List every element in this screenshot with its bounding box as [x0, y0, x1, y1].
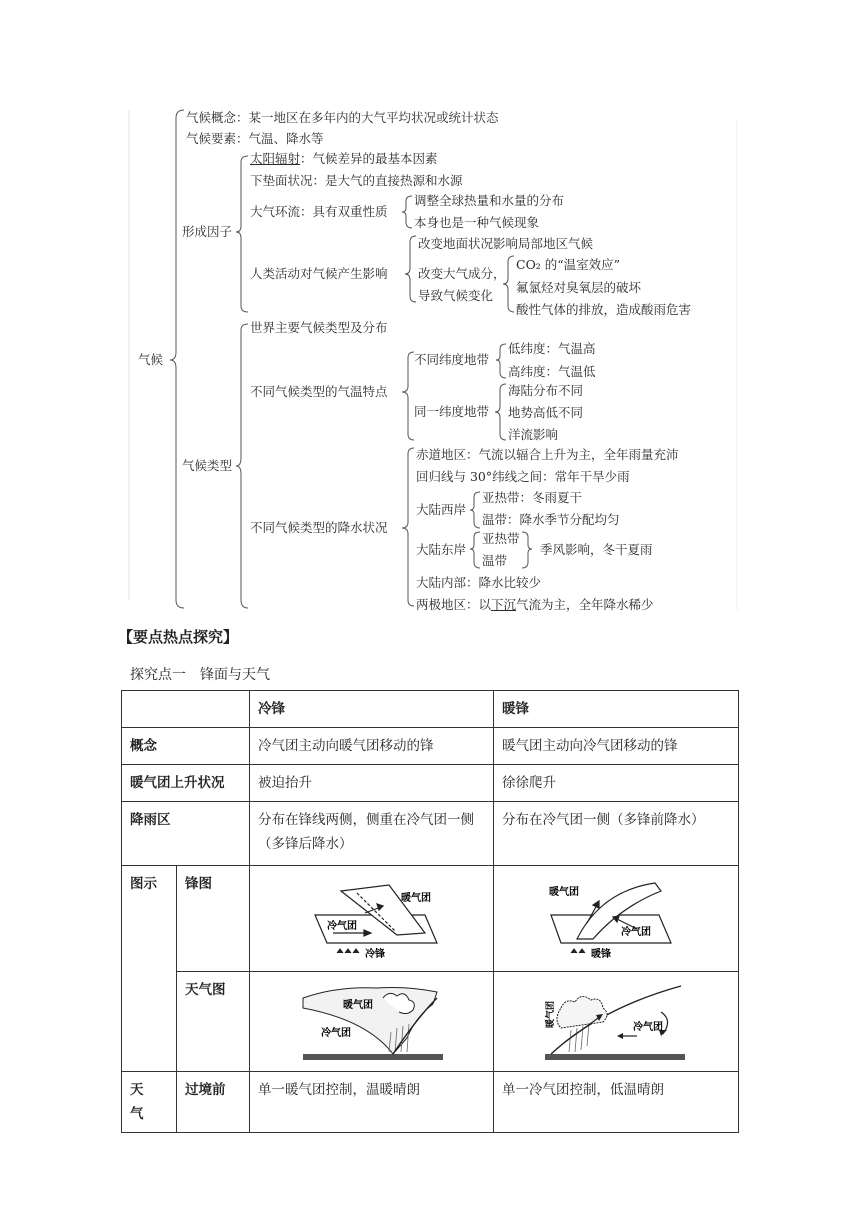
warm-front-weather-diagram [541, 978, 691, 1066]
types-world: 世界主要气候类型及分布 [250, 320, 388, 335]
precip-west-coast: 大陆西岸 [416, 502, 467, 517]
same-latitude-item: 海陆分布不同 [508, 383, 584, 398]
cold-front-diagram-cell [250, 866, 494, 972]
human-item: 导致气候变化 [418, 288, 494, 303]
same-latitude: 同一纬度地带 [414, 404, 490, 419]
table-row [122, 728, 739, 765]
polar-text-underline: 下沉 [491, 597, 517, 612]
diagram-cold-front-label: 冷锋 [364, 948, 385, 960]
warm-concept: 暖气团主动向冷气团移动的锋 [494, 728, 739, 765]
solar-label: 太阳辐射 [250, 151, 301, 166]
same-latitude-item: 洋流影响 [508, 427, 559, 442]
solar-rest: ：气候差异的最基本因素 [300, 151, 438, 166]
east-coast-item: 亚热带 [482, 531, 520, 546]
row-label-before: 过境前 [177, 1072, 250, 1133]
row-label-diagram: 图示 [122, 866, 177, 1072]
precip-polar [416, 597, 654, 613]
front-comparison-table [121, 690, 738, 1122]
precip-east-coast: 大陆东岸 [416, 542, 467, 557]
human-item: 改变大气成分， [418, 266, 506, 281]
sub-title: 探究点一 锋面与天气 [130, 667, 270, 683]
precip-interior: 大陆内部：降水比较少 [416, 575, 542, 590]
ground-strip [545, 1054, 685, 1060]
precip-equator: 赤道地区：气流以辐合上升为主，全年雨量充沛 [416, 447, 679, 462]
east-coast-item: 温带 [482, 553, 508, 568]
table-row [122, 1072, 739, 1133]
diagram-warm-mass-label: 暖气团 [549, 886, 579, 898]
diagram-cold-mass-label: 冷气团 [621, 926, 651, 938]
table-row [122, 866, 739, 972]
cold-rain: 分布在锋线两侧，侧重在冷气团一侧（多锋后降水） [250, 802, 494, 866]
formation-human: 人类活动对气候产生影响 [250, 266, 388, 281]
row-label-weather: 天 气 [122, 1072, 177, 1133]
table-header-row [122, 691, 739, 728]
human-item: 改变地面状况影响局部地区气候 [418, 236, 594, 251]
cold-front-weather-diagram [297, 978, 447, 1066]
west-coast-item: 温带：降水季节分配均匀 [482, 512, 620, 527]
polar-text-b: 气流为主，全年降水稀少 [516, 597, 654, 612]
diagram-cold-mass-label: 冷气团 [320, 1027, 351, 1039]
table-row [122, 765, 739, 802]
warm-before: 单一冷气团控制，低温晴朗 [494, 1072, 739, 1133]
same-latitude-item: 地势高低不同 [508, 405, 584, 420]
row-label-weather-diagram: 天气图 [177, 972, 250, 1072]
warm-rise: 徐徐爬升 [494, 765, 739, 802]
different-latitude: 不同纬度地带 [414, 352, 490, 367]
atmosphere-item: CO₂ 的“温室效应” [516, 257, 621, 272]
table-row [122, 802, 739, 866]
east-coast-monsoon: 季风影响，冬干夏雨 [540, 542, 653, 557]
warm-front-diagram [541, 877, 691, 961]
warm-rain: 分布在冷气团一侧（多锋前降水） [494, 802, 739, 866]
cold-concept: 冷气团主动向暖气团移动的锋 [250, 728, 494, 765]
atmosphere-item: 氟氯烃对臭氧层的破坏 [516, 280, 642, 295]
cold-front-diagram [297, 877, 447, 961]
west-coast-item: 亚热带：冬雨夏干 [482, 490, 583, 505]
circulation-item: 调整全球热量和水量的分布 [414, 193, 565, 208]
diagram-cold-mass-label: 冷气团 [326, 920, 357, 932]
warm-weather-diagram-cell [494, 972, 739, 1072]
cold-rise: 被迫抬升 [250, 765, 494, 802]
formation-label: 形成因子 [182, 224, 233, 239]
formation-surface: 下垫面状况：是大气的直接热源和水源 [250, 173, 463, 188]
row-label-concept: 概念 [122, 728, 250, 765]
latitude-item: 低纬度：气温高 [508, 341, 596, 356]
diagram-cold-mass-label: 冷气团 [633, 1021, 663, 1033]
diagram-warm-mass-label: 暖气团 [546, 1000, 556, 1028]
climate-concept: 气候概念：某一地区在多年内的大气平均状况或统计状态 [186, 110, 499, 125]
header-empty-cell [122, 691, 250, 728]
ground-strip [303, 1054, 443, 1060]
circulation-item: 本身也是一种气候现象 [414, 215, 540, 230]
diagram-warm-front-label: 暖锋 [591, 948, 611, 960]
table-row [122, 972, 739, 1072]
precip-tropic: 回归线与 30°纬线之间：常年干旱少雨 [416, 469, 630, 484]
diagram-warm-mass-label: 暖气团 [342, 999, 373, 1011]
section-title: 【要点热点探究】 [118, 628, 239, 646]
cold-before: 单一暖气团控制，温暖晴朗 [250, 1072, 494, 1133]
atmosphere-item: 酸性气体的排放，造成酸雨危害 [516, 302, 692, 317]
polar-text-a: 两极地区：以 [416, 597, 492, 612]
header-warm-front: 暖锋 [494, 691, 739, 728]
climate-elements: 气候要素：气温、降水等 [186, 131, 324, 146]
types-precipitation: 不同气候类型的降水状况 [250, 520, 388, 535]
cold-weather-diagram-cell [250, 972, 494, 1072]
formation-solar [250, 151, 438, 167]
mindmap-root: 气候 [138, 352, 164, 367]
warm-front-diagram-cell [494, 866, 739, 972]
row-label-front-diagram: 锋图 [177, 866, 250, 972]
row-label-rise: 暖气团上升状况 [122, 765, 250, 802]
types-temperature: 不同气候类型的气温特点 [250, 384, 388, 399]
diagram-warm-mass-label: 暖气团 [400, 892, 431, 904]
types-label: 气候类型 [182, 458, 233, 473]
header-cold-front: 冷锋 [250, 691, 494, 728]
formation-circulation: 大气环流：具有双重性质 [250, 204, 388, 219]
row-label-rain: 降雨区 [122, 802, 250, 866]
latitude-item: 高纬度：气温低 [508, 364, 596, 379]
